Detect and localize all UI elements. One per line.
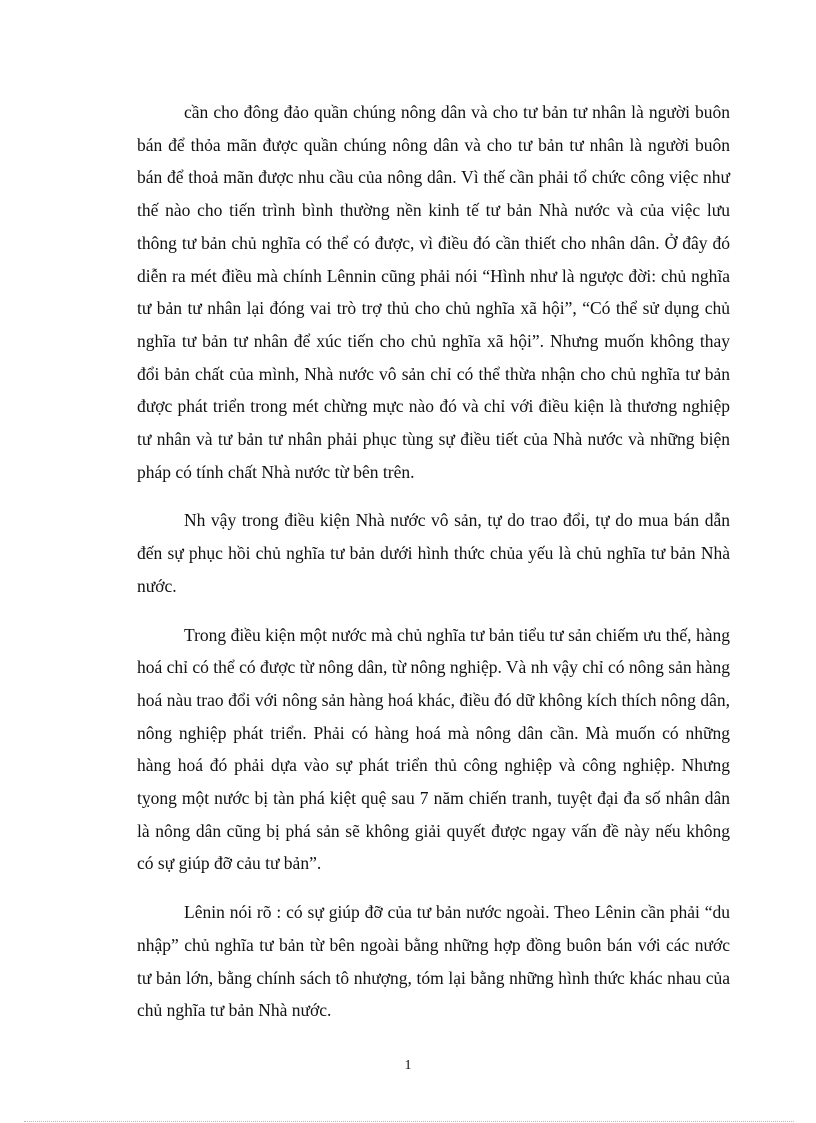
page-number: 1 — [404, 1058, 412, 1073]
document-body — [137, 96, 730, 1043]
paragraph-3: Trong điều kiện một nước mà chủ nghĩa tư bản tiểu tư sản chiếm ưu thế, hàng hoá chỉ có thể có được từ nông dân, từ nông nghiệp. Và nh vậy chỉ có nông sản hàng hoá nàu trao đổi với nông sản hàng hoá khác, điều đó dữ không kích thích nông dân, nông nghiệp phát triển. Phải có hàng hoá mà nông dân cần. Mà muốn có những hàng hoá đó phải dựa vào sự phát triển thủ công nghiệp và công nghiệp. Nhưng tỵong một nước bị tàn phá kiệt quệ sau 7 năm chiến tranh, tuyệt đại đa số nhân dân là nông dân cũng bị phá sản sẽ không giải quyết được ngay vấn đề này nếu không có sự giúp đỡ cảu tư bản”. — [137, 624, 730, 874]
paragraph-4: Lênin nói rõ : có sự giúp đỡ của tư bản nước ngoài. Theo Lênin cần phải “du nhập” chủ nghĩa tư bản từ bên ngoài bằng những hợp đồng buôn bán với các nước tư bản lớn, bằng chính sách tô nhượng, tóm lại bằng những hình thức khác nhau của chủ nghĩa tư bản Nhà nước. — [137, 902, 730, 1021]
paragraph-2: Nh vậy trong điều kiện Nhà nước vô sản, tự do trao đổi, tự do mua bán dẫn đến sự phục hồi chủ nghĩa tư bản dưới hình thức chủa yếu là chủ nghĩa tư bản Nhà nước. — [137, 510, 730, 596]
page-break-divider — [24, 1121, 794, 1122]
paragraph-1: cần cho đông đảo quần chúng nông dân và cho tư bản tư nhân là người buôn bán để thỏa mãn được quần chúng nông dân và cho tư bản tư nhân là người buôn bán để thoả mãn được nhu cầu của nông dân. Vì thế cần phải tổ chức công việc như thế nào cho tiến trình bình thường nền kinh tế tư bản Nhà nước và của việc lưu thông tư bản chủ nghĩa có thể có được, vì điều đó cần thiết cho nhân dân. Ở đây đó diễn ra mét điều mà chính Lênnin cũng phải nói “Hình như là ngược đời: chủ nghĩa tư bản tư nhân lại đóng vai trò trợ thủ cho chủ nghĩa xã hội”, “Có thể sử dụng chủ nghĩa tư bản tư nhân để xúc tiến cho chủ nghĩa xã hội”. Nhưng muốn không thay đổi bản chất của mình, Nhà nước vô sản chỉ có thể thừa nhận cho chủ nghĩa tư bản được phát triển trong mét chừng mực nào đó và chỉ với điều kiện là thương nghiệp tư nhân và tư bản tư nhân phải phục tùng sự điều tiết của Nhà nước và những biện pháp có tính chất Nhà nước từ bên trên. — [137, 102, 730, 482]
